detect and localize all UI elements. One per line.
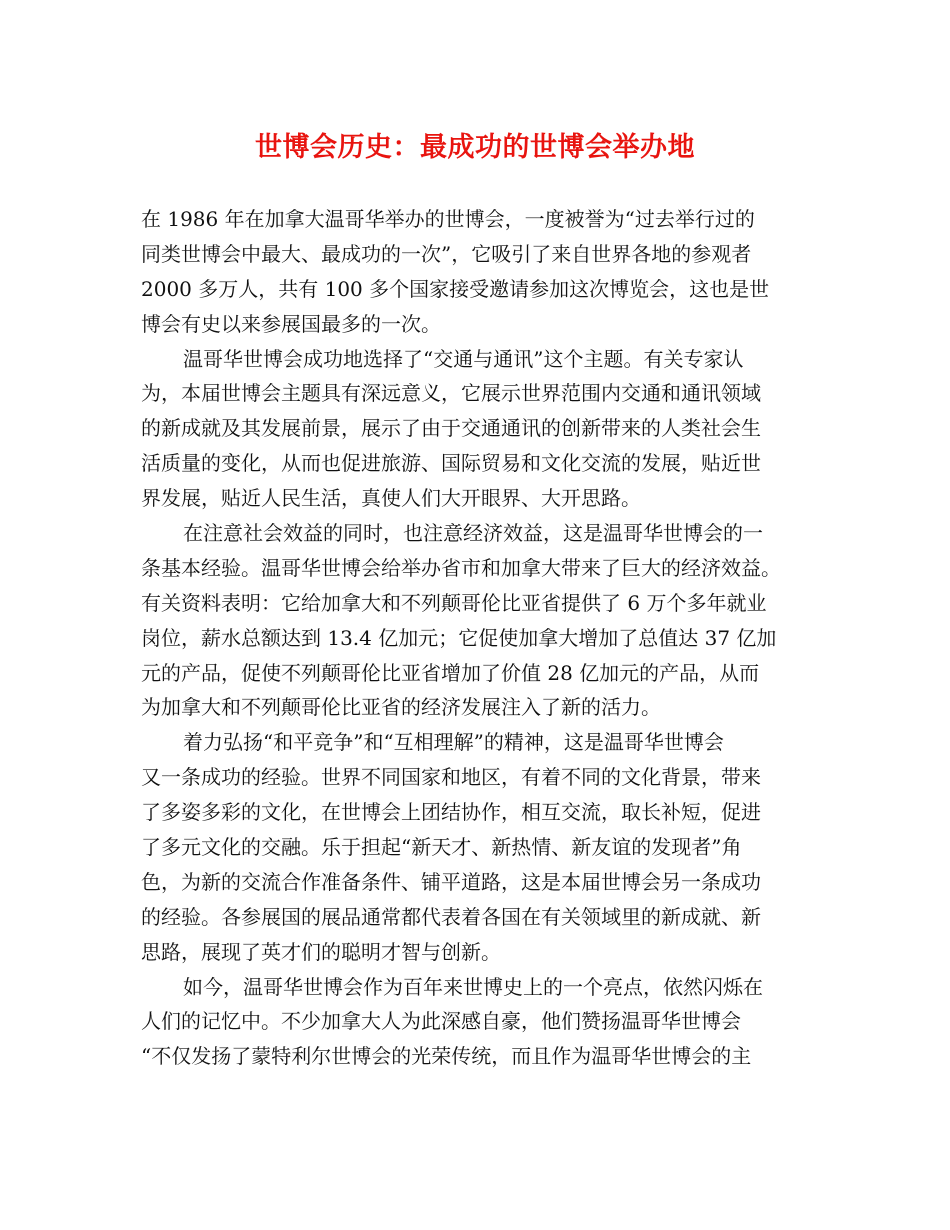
text-line: 人们的记忆中。不少加拿大人为此深感自豪，他们赞扬温哥华世博会 xyxy=(141,1009,741,1034)
text-line: 为加拿大和不列颠哥伦比亚省的经济发展注入了新的活力。 xyxy=(141,695,661,720)
paragraph-2 xyxy=(141,342,817,516)
text-line: 博会有史以来参展国最多的一次。 xyxy=(141,311,441,336)
text-line: 在 1986 年在加拿大温哥华举办的世博会，一度被誉为“过去举行过的 xyxy=(141,207,755,231)
paragraph-3 xyxy=(141,516,817,725)
text-line: 了多姿多彩的文化，在世博会上团结协作，相互交流，取长补短，促进 xyxy=(141,800,761,825)
document-body xyxy=(141,202,817,1074)
text-line: 同类世博会中最大、最成功的一次”，它吸引了来自世界各地的参观者 xyxy=(141,241,752,266)
text-line: 又一条成功的经验。世界不同国家和地区，有着不同的文化背景，带来 xyxy=(141,765,761,790)
text-line: 的经验。各参展国的展品通常都代表着各国在有关领域里的新成就、新 xyxy=(141,904,761,929)
text-line: 色，为新的交流合作准备条件、铺平道路，这是本届世博会另一条成功 xyxy=(141,869,761,894)
text-line: 如今，温哥华世博会作为百年来世博史上的一个亮点，依然闪烁在 xyxy=(183,974,763,999)
document-title: 世博会历史：最成功的世博会举办地 xyxy=(255,132,695,163)
text-line: 思路，展现了英才们的聪明才智与创新。 xyxy=(141,939,501,964)
text-line: 有关资料表明：它给加拿大和不列颠哥伦比亚省提供了 6 万个多年就业 xyxy=(141,590,767,615)
text-line: 2000 多万人，共有 100 多个国家接受邀请参加这次博览会，这也是世 xyxy=(141,276,770,301)
text-line: 界发展，贴近人民生活，真使人们大开眼界、大开思路。 xyxy=(141,486,641,511)
paragraph-1 xyxy=(141,202,817,342)
text-line: 着力弘扬“和平竞争”和“互相理解”的精神，这是温哥华世博会 xyxy=(183,730,724,755)
text-line: 在注意社会效益的同时，也注意经济效益，这是温哥华世博会的一 xyxy=(183,521,763,546)
text-line: 为，本届世博会主题具有深远意义，它展示世界范围内交通和通讯领域 xyxy=(141,381,761,406)
text-line: 的新成就及其发展前景，展示了由于交通通讯的创新带来的人类社会生 xyxy=(141,416,761,441)
text-line: 温哥华世博会成功地选择了“交通与通讯”这个主题。有关专家认 xyxy=(183,346,744,371)
text-line: 了多元文化的交融。乐于担起“新天才、新热情、新友谊的发现者”角 xyxy=(141,835,742,860)
text-line: 条基本经验。温哥华世博会给举办省市和加拿大带来了巨大的经济效益。 xyxy=(141,555,781,580)
text-line: 元的产品，促使不列颠哥伦比亚省增加了价值 28 亿加元的产品，从而 xyxy=(141,660,760,685)
text-line: 活质量的变化，从而也促进旅游、国际贸易和文化交流的发展，贴近世 xyxy=(141,451,761,476)
paragraph-4 xyxy=(141,725,817,969)
text-line: 岗位，薪水总额达到 13.4 亿加元；它促使加拿大增加了总值达 37 亿加 xyxy=(141,625,777,650)
text-line: “不仅发扬了蒙特利尔世博会的光荣传统，而且作为温哥华世博会的主 xyxy=(141,1044,752,1069)
paragraph-5 xyxy=(141,970,817,1075)
